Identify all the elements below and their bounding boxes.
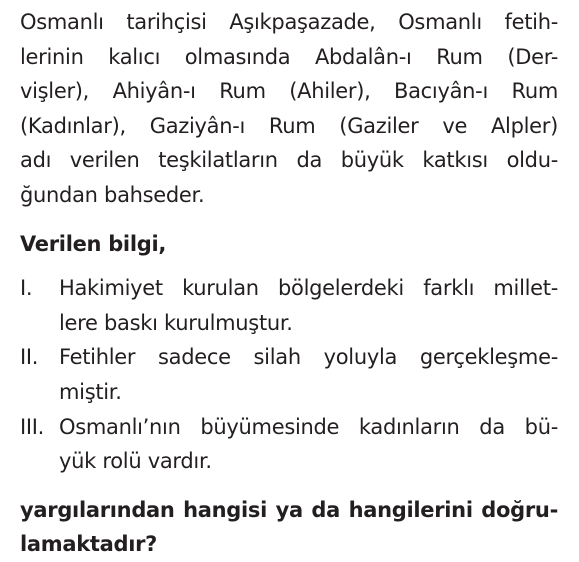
passage-line-3: vişler), Ahiyân-ı Rum (Ahiler), Bacıyân-ı Rum — [20, 79, 558, 104]
statement-number: I. — [20, 276, 33, 301]
passage-line-5: adı verilen teşkilatların da büyük katkısı oldu- — [20, 148, 558, 173]
passage-line-1: Osmanlı tarihçisi Aşıkpaşazade, Osmanlı fetih- — [20, 10, 558, 34]
statement-3 — [20, 410, 558, 479]
spacer — [20, 261, 558, 271]
statement-line: miştir. — [59, 379, 122, 404]
passage-line-2: lerinin kalıcı olmasında Abdalân-ı Rum (Der- — [20, 44, 558, 69]
passage-line-4: (Kadınlar), Gaziyân-ı Rum (Gaziler ve Alpler) — [20, 113, 558, 138]
statement-line: Fetihler sadece silah yoluyla gerçekleşme- — [59, 345, 558, 370]
prompt-text: Verilen bilgi, — [20, 231, 167, 256]
statement-line: yük rolü vardır. — [59, 449, 212, 474]
statement-list — [20, 271, 558, 479]
question-line-2: lamaktadır? — [20, 532, 158, 557]
spacer — [20, 479, 558, 493]
passage — [20, 5, 558, 213]
statement-2 — [20, 340, 558, 409]
question-line-1: yargılarından hangisi ya da hangilerini doğru- — [20, 497, 558, 522]
question-stem — [20, 493, 558, 562]
statement-number: II. — [20, 345, 39, 370]
passage-line-6: ğundan bahseder. — [20, 182, 205, 207]
statement-line: Osmanlı’nın büyümesinde kadınların da bü- — [59, 414, 558, 439]
statement-1 — [20, 271, 558, 340]
statement-line: Hakimiyet kurulan bölgelerdeki farklı millet- — [59, 276, 558, 301]
question-block — [20, 5, 558, 562]
statement-line: lere baskı kurulmuştur. — [59, 310, 293, 335]
statement-number: III. — [20, 414, 45, 439]
spacer — [20, 213, 558, 227]
